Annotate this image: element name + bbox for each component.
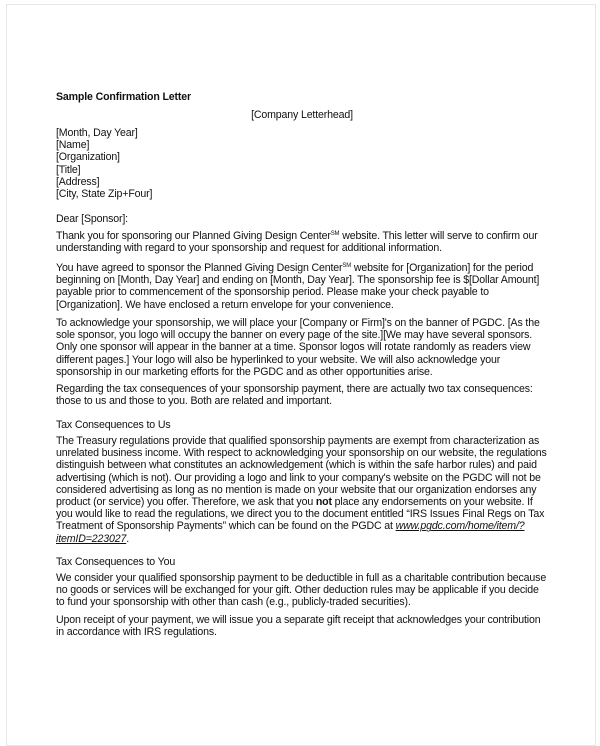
salutation: Dear [Sponsor]:	[56, 213, 128, 225]
document-title: Sample Confirmation Letter	[56, 91, 192, 103]
paragraph-receipt: Upon receipt of your payment, we will issue you a separate gift receipt that acknowledges your contribution in accordance with IRS regulations.	[56, 614, 541, 639]
paragraph-acknowledgement: To acknowledge your sponsorship, we will place your [Company or Firm]'s on the banner of PGDC. [As the sole sponsor, you logo will occupy the banner on every page of the site.][We may have several sponsors. Only one sponsor will appear in the banner at a time. Sponsor logos will rotate randomly as readers view different pages.] Your logo will also be hyperlinked to your website. We will also acknowledge your sponsorship in our marketing efforts for the PGDC and as other opportunities arise.	[56, 317, 540, 378]
address-date: [Month, Day Year]	[56, 127, 138, 139]
letterhead-placeholder: [Company Letterhead]	[251, 109, 353, 121]
text: Thank you for sponsoring our Planned Giving Design Center	[56, 230, 331, 242]
address-organization: [Organization]	[56, 151, 120, 164]
paragraph-thanks	[56, 230, 548, 254]
text: website for [Organization] for the period beginning on [Month, Day Year] and ending on [Month, Day Year]. The sponsorship fee is $[Dollar Amount] payable prior to commencement of the sponsorship period. Please make your check payable to [Organization]. We have enclosed a return envelope for your convenience.	[56, 262, 540, 311]
paragraph-tax-to-you: We consider your qualified sponsorship payment to be deductible in full as a charitable contribution because no goods or services will be exchanged for your gift. Other deduction rules may be applicable if you decide to fund your sponsorship with other than cash (e.g., publicly-traded securities).	[56, 572, 547, 609]
paragraph-tax-to-us	[56, 435, 548, 545]
service-mark: SM	[342, 263, 352, 269]
address-street: [Address]	[56, 175, 100, 188]
text: .	[126, 532, 129, 545]
address-title: [Title]	[56, 163, 81, 176]
pgdc-link[interactable]: www.pgdc.com/home/item/?itemID=223027	[56, 520, 525, 545]
address-block	[56, 127, 548, 200]
address-city: [City, State Zip+Four]	[56, 188, 153, 201]
service-mark: SM	[330, 231, 340, 237]
emphasis: not	[315, 496, 332, 509]
text: You have agreed to sponsor the Planned Giving Design Center	[56, 262, 343, 274]
heading-tax-to-us: Tax Consequences to Us	[56, 419, 171, 431]
text: place any endorsements on your website. If you would like to read the regulations, we direct you to the document entitled “IRS Issues Final Regs on Tax Treatment of Sponsorship Payments” which can be found on the PGDC at	[56, 496, 545, 533]
text: website. This letter will serve to confirm our understanding with regard to your sponsorship and request for additional information.	[56, 230, 538, 255]
address-name: [Name]	[56, 139, 90, 152]
paragraph-agreement	[56, 262, 548, 311]
text: The Treasury regulations provide that qualified sponsorship payments are exempt from characterization as unrelated business income. With respect to acknowledging your sponsorship on our website, the regulations distinguish between what constitutes an acknowledgement (which is within the safe harbor rules) and paid advertising (which is not). Our providing a logo and link to your company's website on the PGDC will not be considered advertising as long as no mention is made on your website that our organization endorses any product (or service) you offer. Therefore, we ask that you	[56, 435, 547, 509]
heading-tax-to-you: Tax Consequences to You	[56, 556, 176, 568]
paragraph-tax-intro: Regarding the tax consequences of your sponsorship payment, there are actually two tax consequences: those to us and those to you. Both are related and important.	[56, 383, 533, 408]
